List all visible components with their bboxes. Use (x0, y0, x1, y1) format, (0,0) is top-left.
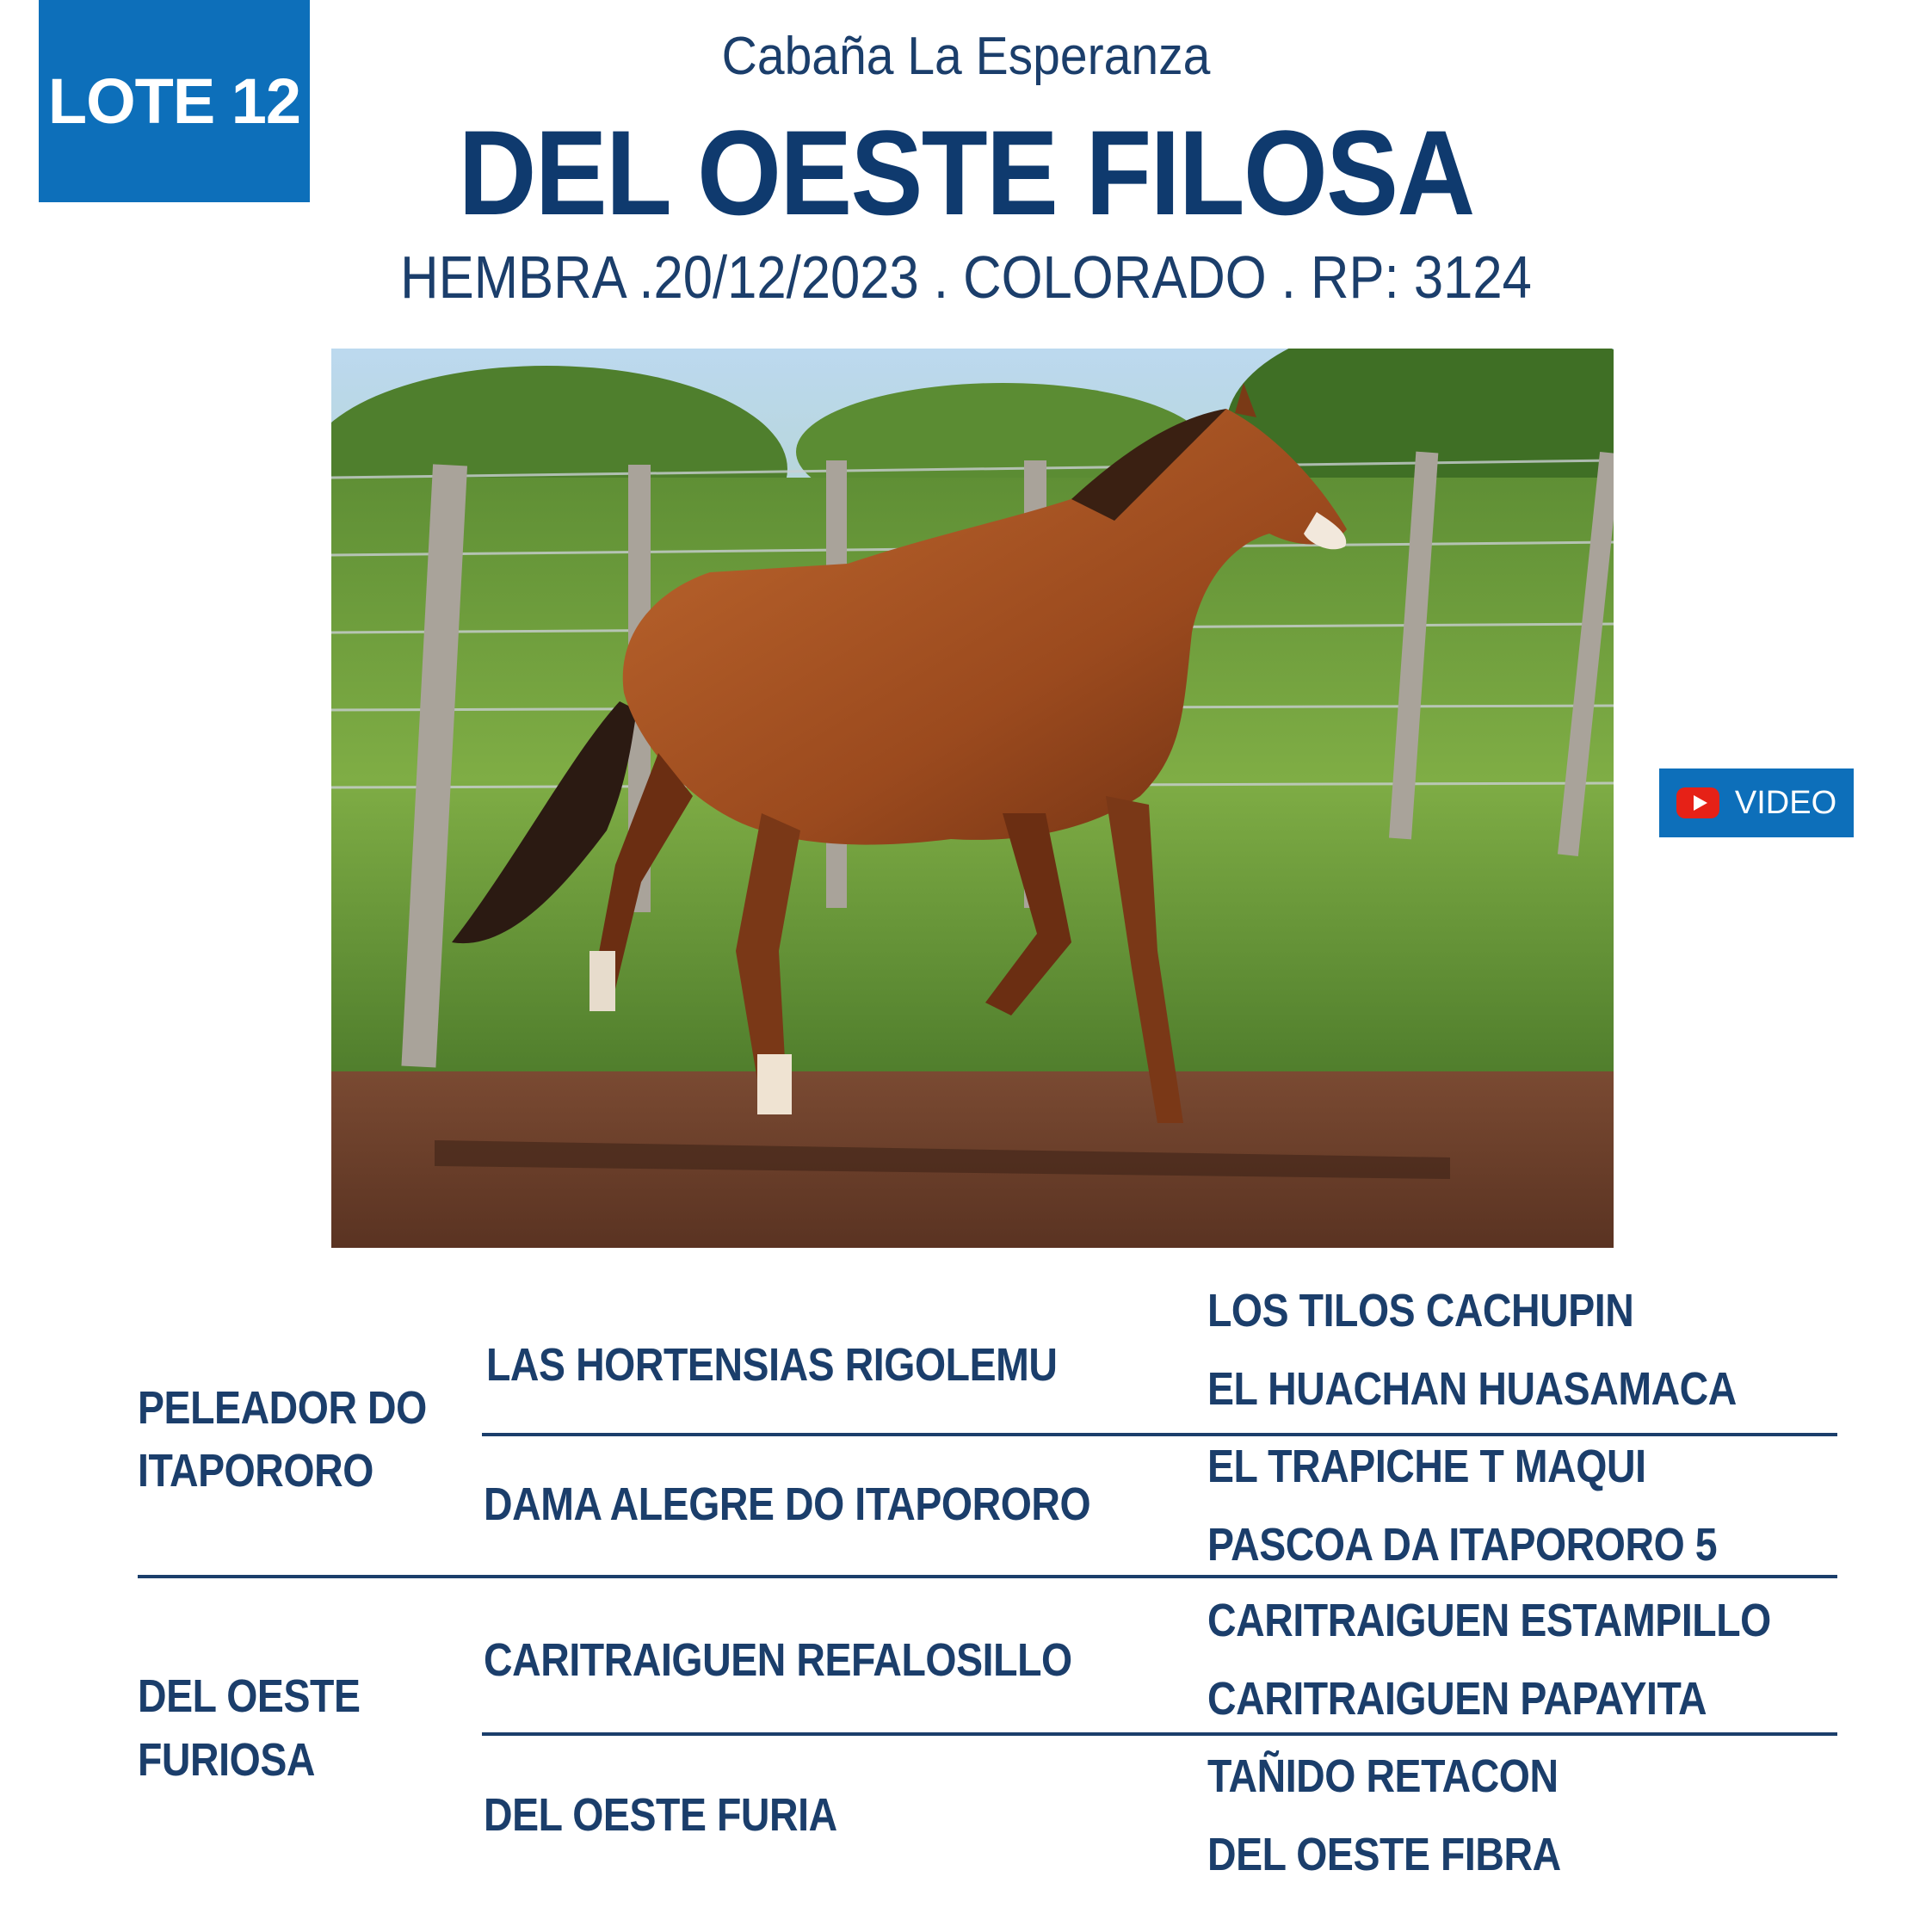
sire-line1: PELEADOR DO (138, 1382, 427, 1434)
horse-details: HEMBRA .20/12/2023 . COLORADO . RP: 3124 (400, 244, 1532, 311)
sire-line2: ITAPORORO (138, 1445, 373, 1497)
sd-dam: PASCOA DA ITAPORORO 5 (1207, 1519, 1718, 1571)
video-label: VIDEO (1734, 784, 1837, 821)
lot-badge: LOTE 12 (39, 0, 310, 202)
dam-line1: DEL OESTE (138, 1670, 361, 1722)
dam-sire: CARITRAIGUEN REFALOSILLO (484, 1634, 1072, 1686)
divider-dam (482, 1732, 1837, 1736)
ss-dam: EL HUACHAN HUASAMACA (1207, 1363, 1737, 1415)
divider-main (138, 1575, 1837, 1578)
dam-dam: DEL OESTE FURIA (484, 1789, 837, 1841)
breeder-name: Cabaña La Esperanza (721, 27, 1211, 86)
dd-sire: TAÑIDO RETACON (1207, 1750, 1559, 1802)
dam-line2: FURIOSA (138, 1734, 315, 1786)
video-button[interactable] (1659, 768, 1854, 837)
ds-dam: CARITRAIGUEN PAPAYITA (1207, 1673, 1707, 1725)
horse-name: DEL OESTE FILOSA (458, 105, 1474, 240)
sire-sire: LAS HORTENSIAS RIGOLEMU (486, 1339, 1058, 1391)
ds-sire: CARITRAIGUEN ESTAMPILLO (1207, 1595, 1771, 1646)
horse-photo (331, 349, 1614, 1248)
youtube-play-icon (1676, 787, 1719, 818)
divider-sire (482, 1433, 1837, 1436)
dd-dam: DEL OESTE FIBRA (1207, 1829, 1561, 1880)
sd-sire: EL TRAPICHE T MAQUI (1207, 1441, 1646, 1492)
ss-sire: LOS TILOS CACHUPIN (1207, 1285, 1634, 1336)
sire-dam: DAMA ALEGRE DO ITAPORORO (484, 1478, 1091, 1530)
